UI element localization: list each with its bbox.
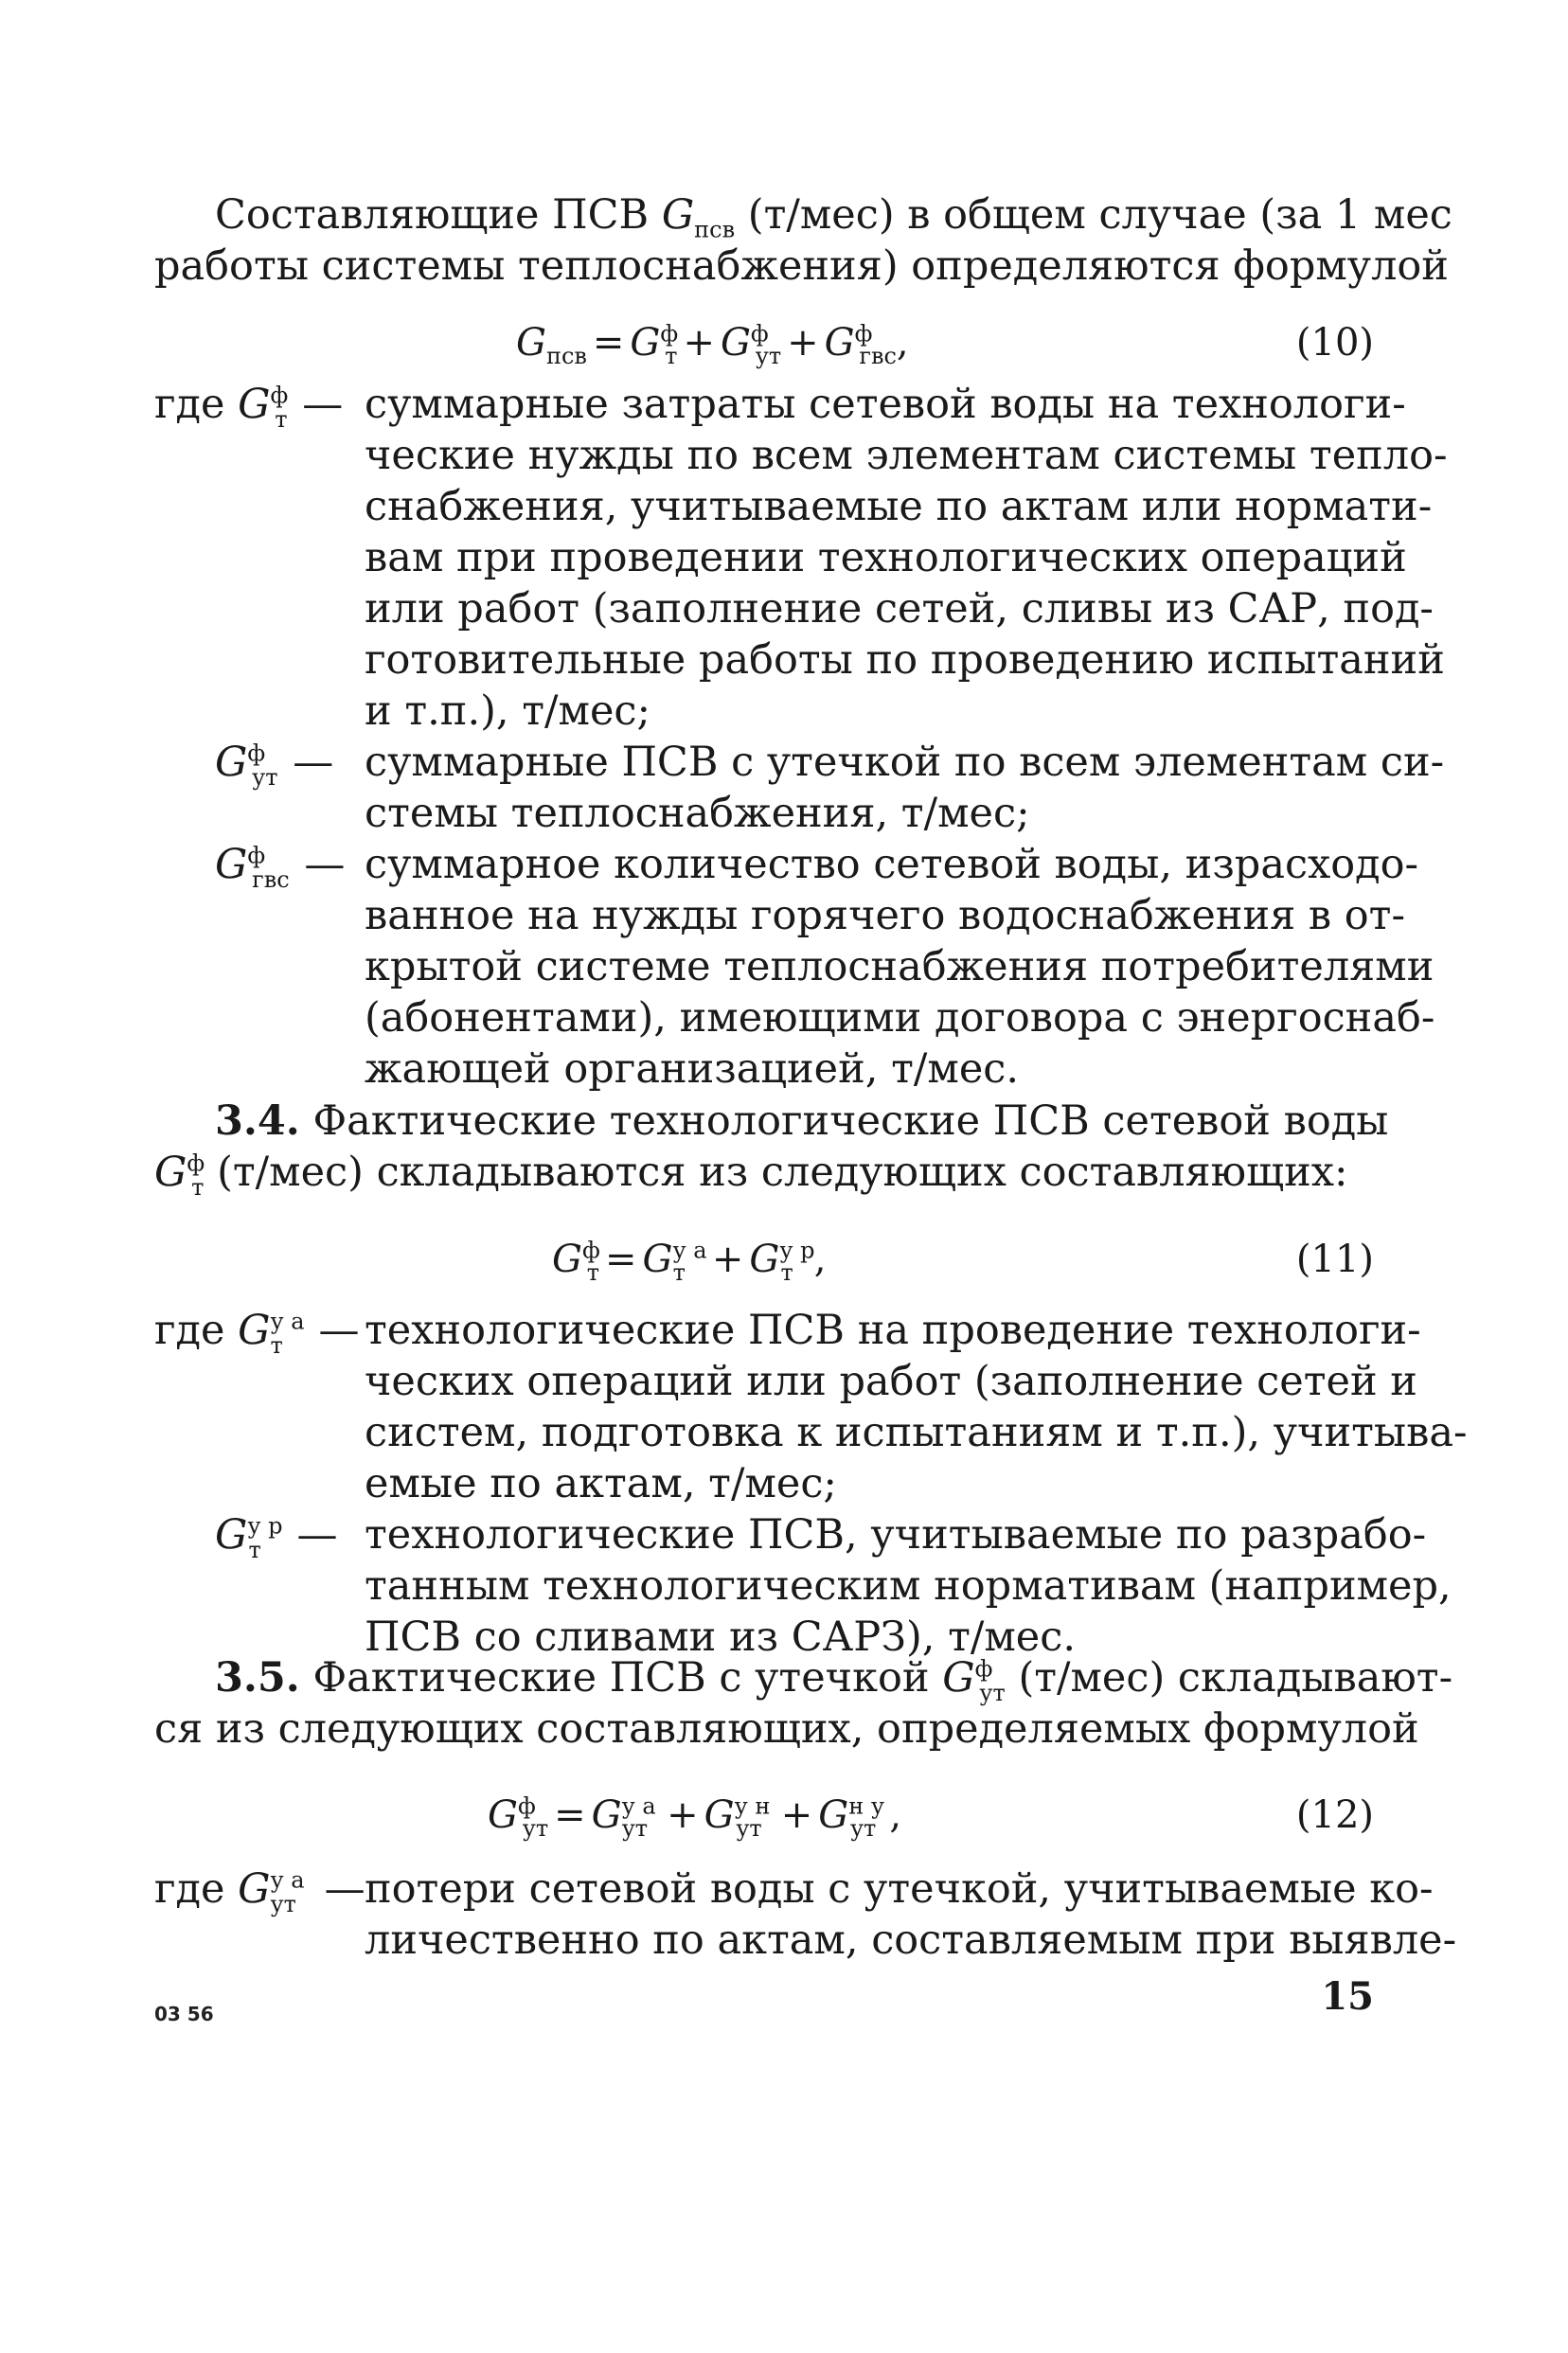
formula-11-expression: $G^ф_т = G^{у а}_т + G^{у р}_т$ , bbox=[552, 1237, 827, 1286]
definition-line: суммарное количество сетевой воды, израсходо- bbox=[365, 841, 1419, 888]
formula-10 bbox=[154, 314, 1374, 371]
page-number: 15 bbox=[1321, 1974, 1374, 2019]
formula-11-number: (11) bbox=[1295, 1238, 1374, 1281]
intro-paragraph bbox=[154, 189, 1452, 292]
definition-line: (абонентами), имеющими договора с энергоснаб- bbox=[365, 994, 1435, 1042]
definition-line: снабжения, учитываемые по актам или нормати- bbox=[365, 483, 1433, 530]
definition-line: крытой системе теплоснабжения потребителями bbox=[365, 943, 1434, 990]
definition-g-t-ua bbox=[154, 1305, 1468, 1509]
definition-body bbox=[365, 1509, 1452, 1663]
definition-line: технологические ПСВ на проведение технологи- bbox=[365, 1307, 1421, 1354]
formula-12-number: (12) bbox=[1295, 1793, 1374, 1837]
definition-line: и т.п.), т/мес; bbox=[365, 687, 650, 735]
definition-g-ut-ua bbox=[154, 1863, 1457, 1966]
intro-line-1: Составляющие ПСВ $G_{псв}$ (т/мес) в общем случае (за 1 мес bbox=[215, 191, 1452, 243]
section-3-5-line-1: 3.5. Фактические ПСВ с утечкой $G^ф_{ут}$ (т/мес) складывают- bbox=[215, 1654, 1453, 1706]
section-3-4-line-2: $G^ф_т$ (т/мес) складываются из следующих составляющих: bbox=[154, 1149, 1348, 1201]
definition-line: ческих операций или работ (заполнение сетей и bbox=[365, 1358, 1417, 1405]
definition-line: вам при проведении технологических операций bbox=[365, 534, 1407, 581]
formula-12 bbox=[154, 1787, 1374, 1844]
section-3-5-line-2: ся из следующих составляющих, определяемых формулой bbox=[154, 1705, 1419, 1753]
definition-body bbox=[365, 379, 1448, 737]
definition-line: готовительные работы по проведению испытаний bbox=[365, 636, 1445, 684]
definition-term: $G^ф_{ут}$ — bbox=[215, 739, 334, 791]
definition-body bbox=[365, 1305, 1468, 1509]
definition-term: где $G^ф_т$ — bbox=[154, 381, 344, 433]
definition-term: где $G^{у а}_{ут}$ — bbox=[154, 1865, 365, 1917]
formula-10-expression: $G_{псв} = G^ф_т + G^ф_{ут} + G^ф_{гвс}$, bbox=[516, 320, 909, 369]
definition-body bbox=[365, 737, 1445, 839]
definition-body bbox=[365, 1863, 1457, 1966]
definition-line: ПСВ со сливами из САРЗ), т/мес. bbox=[365, 1613, 1076, 1661]
definition-line: личественно по актам, составляемым при выявле- bbox=[365, 1916, 1457, 1964]
definitions-10 bbox=[154, 379, 1448, 1095]
definition-g-t-ur bbox=[154, 1509, 1452, 1663]
definition-line: технологические ПСВ, учитываемые по разрабо- bbox=[365, 1511, 1427, 1559]
definitions-12 bbox=[154, 1863, 1457, 1966]
intro-line-2: работы системы теплоснабжения) определяются формулой bbox=[154, 242, 1449, 290]
definition-body bbox=[365, 839, 1435, 1095]
definition-line: ческие нужды по всем элементам системы тепло- bbox=[365, 432, 1448, 479]
definition-g-ut bbox=[154, 737, 1445, 839]
definition-line: емые по актам, т/мес; bbox=[365, 1460, 837, 1507]
section-3-4 bbox=[154, 1096, 1389, 1201]
definitions-11 bbox=[154, 1305, 1468, 1663]
definition-g-gvs bbox=[154, 839, 1435, 1095]
definition-line: суммарные ПСВ с утечкой по всем элементам си- bbox=[365, 739, 1445, 786]
definition-term: где $G^{у а}_т$ — bbox=[154, 1307, 360, 1359]
definition-term: $G^{у р}_т$ — bbox=[215, 1511, 338, 1563]
definition-line: потери сетевой воды с утечкой, учитываемые ко- bbox=[365, 1865, 1434, 1913]
definition-line: танным технологическим нормативам (например, bbox=[365, 1562, 1452, 1610]
definition-line: стемы теплоснабжения, т/мес; bbox=[365, 790, 1030, 837]
section-3-5 bbox=[154, 1652, 1453, 1755]
definition-line: систем, подготовка к испытаниям и т.п.), учитыва- bbox=[365, 1409, 1468, 1456]
footer-code: 03 56 bbox=[154, 2003, 214, 2025]
section-3-4-line-1: 3.4. Фактические технологические ПСВ сетевой воды bbox=[215, 1097, 1389, 1145]
definition-line: суммарные затраты сетевой воды на технологи- bbox=[365, 381, 1406, 428]
definition-line: жающей организацией, т/мес. bbox=[365, 1045, 1020, 1093]
formula-12-expression: $G^ф_{ут} = G^{у а}_{ут} + G^{у н}_{ут} + G^{н у}_{ут}$ , bbox=[488, 1792, 902, 1842]
definition-g-t bbox=[154, 379, 1448, 737]
formula-10-number: (10) bbox=[1295, 321, 1374, 365]
definition-line: ванное на нужды горячего водоснабжения в от- bbox=[365, 892, 1405, 939]
definition-term: $G^ф_{гвс}$ — bbox=[215, 841, 346, 893]
definition-line: или работ (заполнение сетей, сливы из САР, под- bbox=[365, 585, 1434, 633]
formula-11 bbox=[154, 1231, 1374, 1288]
